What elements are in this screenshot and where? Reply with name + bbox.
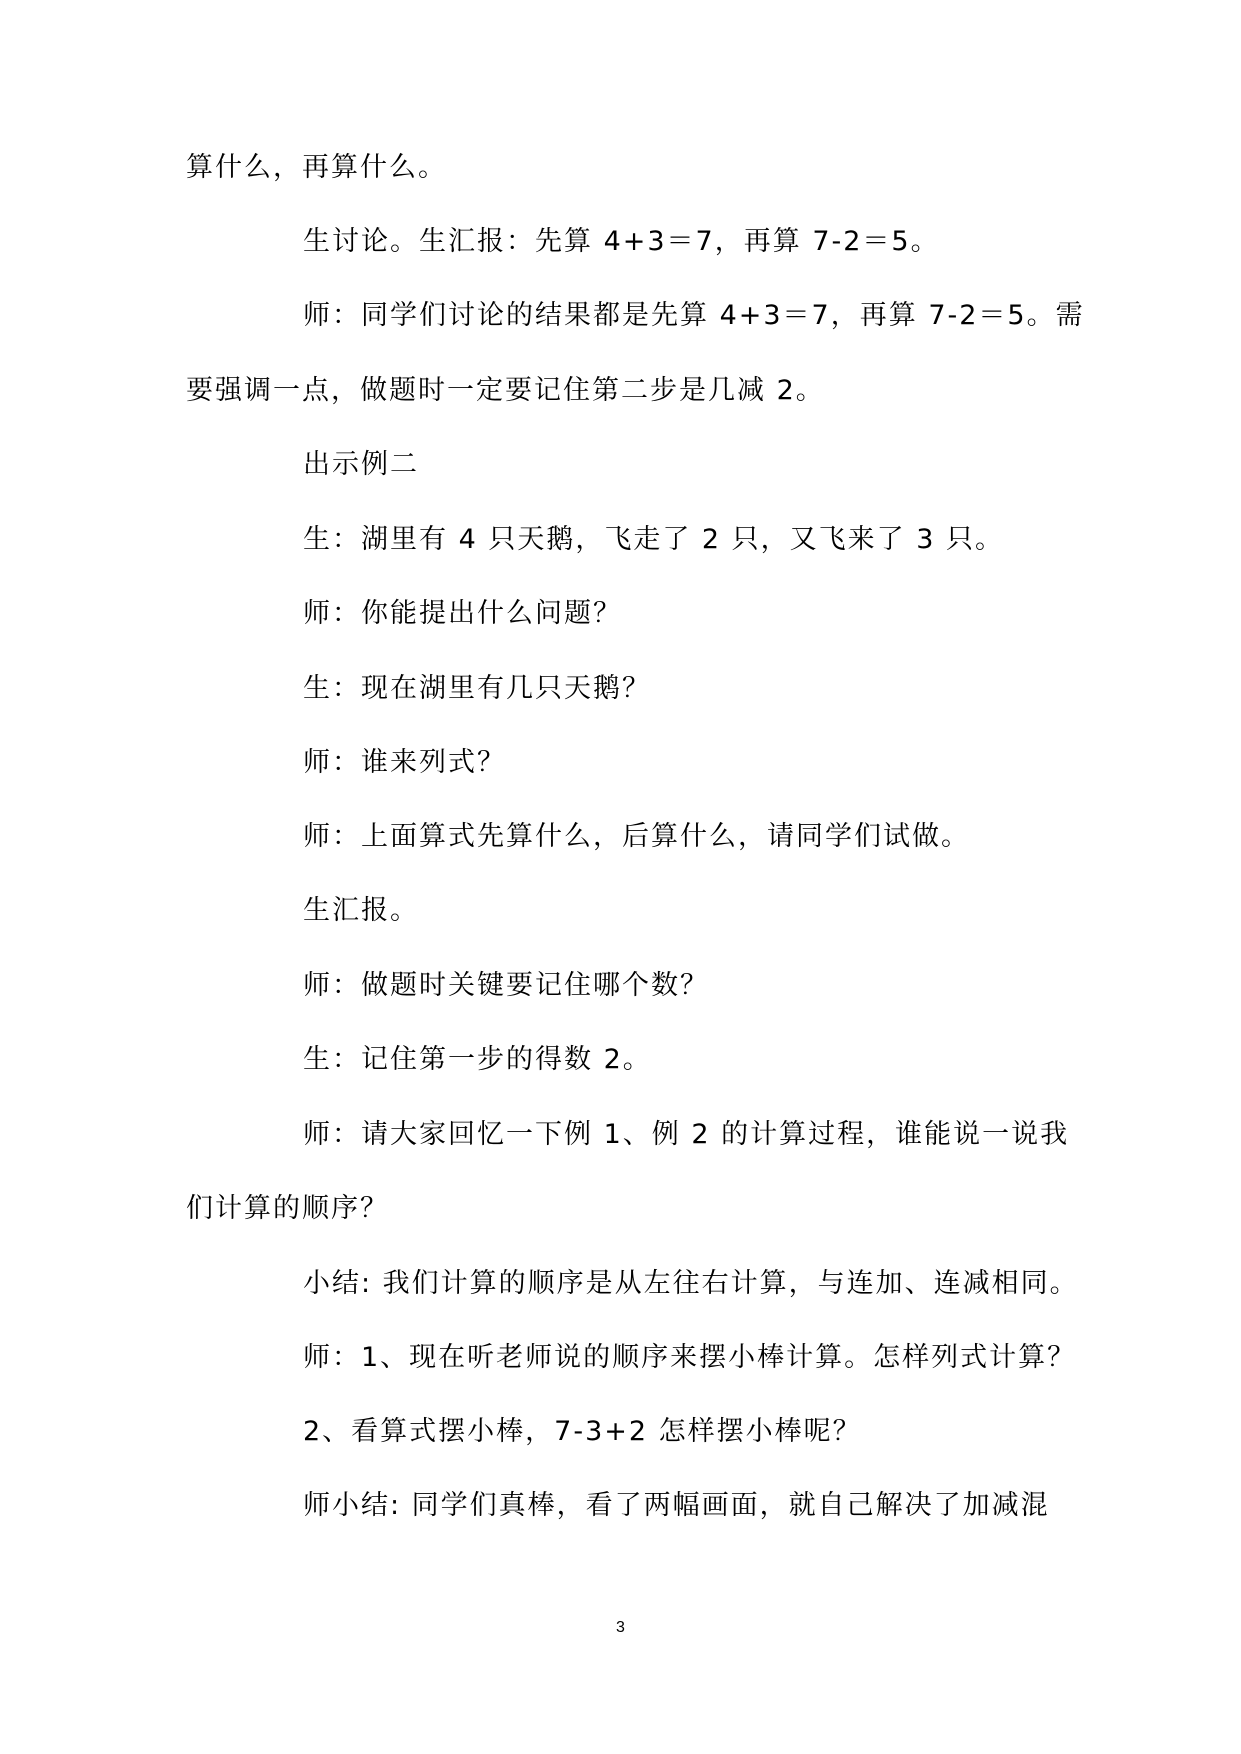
paragraph-line: 小结: 我们计算的顺序是从左往右计算，与连加、连减相同。 [303, 1268, 1079, 1299]
paragraph-line: 师小结: 同学们真棒，看了两幅画面，就自己解决了加减混 [303, 1490, 1050, 1521]
paragraph-line: 生讨论。生汇报：先算 4+3＝7，再算 7-2＝5。 [303, 226, 940, 257]
paragraph-line: 2、看算式摆小棒，7-3+2 怎样摆小棒呢？ [303, 1416, 862, 1447]
paragraph-line: 师：同学们讨论的结果都是先算 4+3＝7，再算 7-2＝5。需 [303, 300, 1085, 331]
paragraph-line: 生：现在湖里有几只天鹅？ [303, 673, 651, 704]
paragraph-line: 师：谁来列式？ [303, 747, 506, 778]
paragraph-line: 生汇报。 [303, 895, 419, 926]
paragraph-line: 师：做题时关键要记住哪个数？ [303, 970, 709, 1001]
paragraph-line: 生：记住第一步的得数 2。 [303, 1044, 652, 1075]
paragraph-line: 算什么，再算什么。 [186, 152, 447, 183]
paragraph-line: 生：湖里有 4 只天鹅，飞走了 2 只，又飞来了 3 只。 [303, 524, 1005, 555]
paragraph-line: 出示例二 [303, 449, 419, 480]
paragraph-line: 师：请大家回忆一下例 1、例 2 的计算过程，谁能说一说我 [303, 1119, 1070, 1150]
paragraph-line: 要强调一点，做题时一定要记住第二步是几减 2。 [186, 375, 825, 406]
paragraph-line: 师：你能提出什么问题？ [303, 598, 622, 629]
paragraph-line: 们计算的顺序？ [186, 1193, 389, 1224]
paragraph-line: 师：上面算式先算什么，后算什么，请同学们试做。 [303, 821, 970, 852]
paragraph-line: 师：1、现在听老师说的顺序来摆小棒计算。怎样列式计算？ [303, 1342, 1077, 1373]
page-number: 3 [616, 1619, 625, 1636]
